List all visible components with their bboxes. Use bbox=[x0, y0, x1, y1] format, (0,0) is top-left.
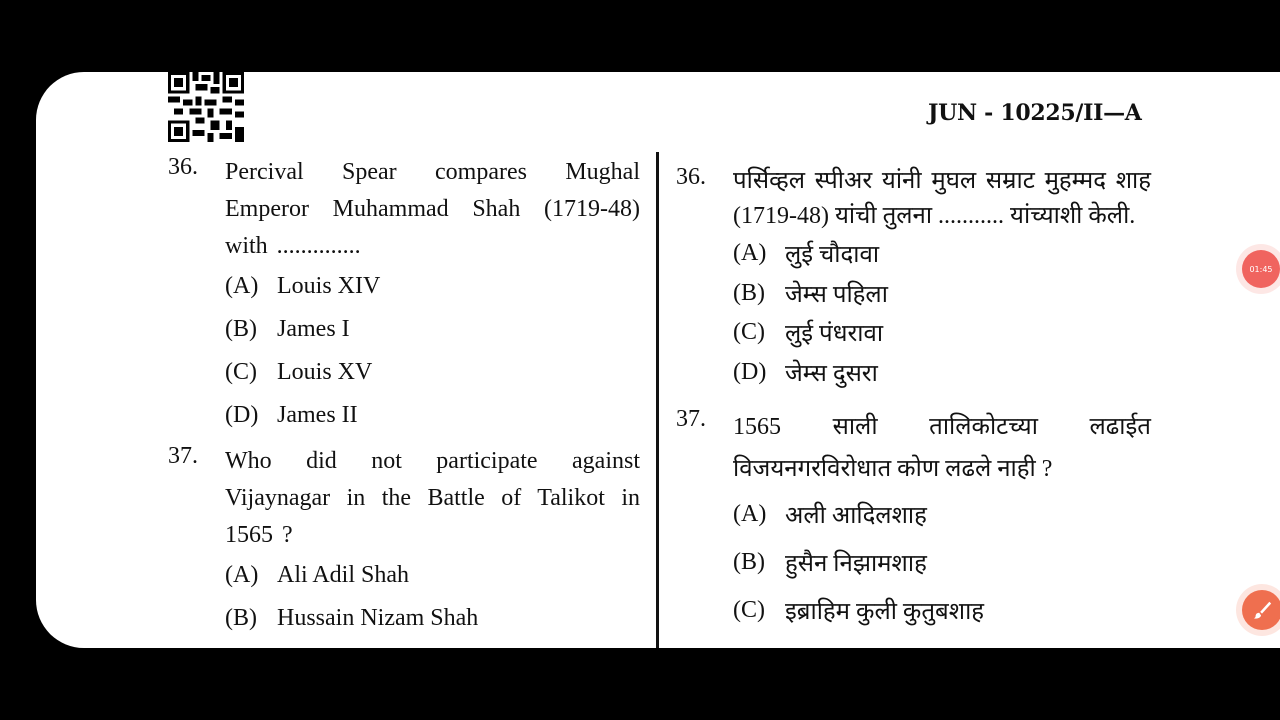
timer-text: 01:45 bbox=[1249, 264, 1273, 274]
option-label: (C) bbox=[733, 596, 765, 623]
options-36-mr bbox=[733, 234, 1151, 392]
qr-code-icon bbox=[168, 72, 244, 142]
option-text: James I bbox=[277, 316, 350, 342]
question-text: Who did not participate against Vijaynagar in the Battle of Talikot in 1565 ? bbox=[225, 448, 640, 548]
option-b bbox=[733, 274, 1151, 314]
option-label: (B) bbox=[733, 548, 765, 575]
option-c bbox=[733, 313, 1151, 353]
option-a bbox=[225, 554, 640, 597]
option-label: (A) bbox=[733, 500, 767, 527]
option-text: Hussain Nizam Shah bbox=[277, 605, 479, 631]
option-a bbox=[225, 265, 640, 308]
option-d bbox=[225, 394, 640, 437]
question-number: 37. bbox=[168, 443, 198, 469]
option-label: (A) bbox=[733, 240, 767, 267]
option-label: (D) bbox=[225, 402, 259, 428]
question-number: 37. bbox=[676, 406, 706, 432]
option-d bbox=[733, 353, 1151, 393]
option-text: अली आदिलशाह bbox=[785, 502, 927, 529]
option-a bbox=[733, 234, 1151, 274]
option-label: (C) bbox=[225, 359, 257, 385]
option-b bbox=[225, 308, 640, 351]
option-text: लुई पंधरावा bbox=[785, 321, 884, 348]
options-37-en bbox=[225, 554, 640, 640]
option-text: लुई चौदावा bbox=[785, 242, 880, 269]
question-text: 1565 साली तालिकोटच्या लढाईत विजयनगरविरोधात कोण लढले नाही ? bbox=[733, 414, 1151, 482]
question-37-en bbox=[168, 443, 640, 554]
option-text: जेम्स दुसरा bbox=[785, 360, 878, 387]
option-a bbox=[733, 490, 1151, 538]
annotate-brush-button[interactable] bbox=[1242, 590, 1280, 630]
column-divider bbox=[656, 152, 659, 648]
question-text: Percival Spear compares Mughal Emperor Muhammad Shah (1719-48) with .............. bbox=[225, 159, 640, 259]
option-text: Louis XV bbox=[277, 359, 373, 385]
question-number: 36. bbox=[168, 154, 198, 180]
option-label: (B) bbox=[225, 316, 257, 342]
question-number: 36. bbox=[676, 164, 706, 190]
options-37-mr bbox=[733, 490, 1151, 634]
option-label: (C) bbox=[733, 319, 765, 346]
brush-icon bbox=[1251, 599, 1273, 621]
document-page bbox=[36, 72, 1280, 648]
option-b bbox=[733, 538, 1151, 586]
option-text: James II bbox=[277, 402, 358, 428]
marathi-column bbox=[676, 164, 1151, 634]
question-36-mr bbox=[676, 164, 1151, 234]
option-text: Ali Adil Shah bbox=[277, 562, 410, 588]
option-text: जेम्स पहिला bbox=[785, 281, 888, 308]
option-label: (B) bbox=[733, 279, 765, 306]
recording-timer-button[interactable] bbox=[1242, 250, 1280, 288]
options-36-en bbox=[225, 265, 640, 437]
question-37-mr bbox=[676, 406, 1151, 490]
option-label: (A) bbox=[225, 273, 259, 299]
option-text: इब्राहिम कुली कुतुबशाह bbox=[785, 598, 985, 625]
question-text: पर्सिव्हल स्पीअर यांनी मुघल सम्राट मुहम्मद शाह (1719-48) यांची तुलना ........... यांच्याशी केली. bbox=[733, 168, 1151, 229]
option-c bbox=[225, 351, 640, 394]
paper-code: JUN - 10225/II—A bbox=[928, 100, 1142, 126]
option-text: हुसैन निझामशाह bbox=[785, 550, 927, 577]
option-c bbox=[733, 586, 1151, 634]
option-label: (D) bbox=[733, 358, 767, 385]
question-36-en bbox=[168, 154, 640, 265]
option-label: (A) bbox=[225, 562, 259, 588]
option-b bbox=[225, 597, 640, 640]
option-text: Louis XIV bbox=[277, 273, 381, 299]
option-label: (B) bbox=[225, 605, 257, 631]
english-column bbox=[168, 154, 640, 640]
